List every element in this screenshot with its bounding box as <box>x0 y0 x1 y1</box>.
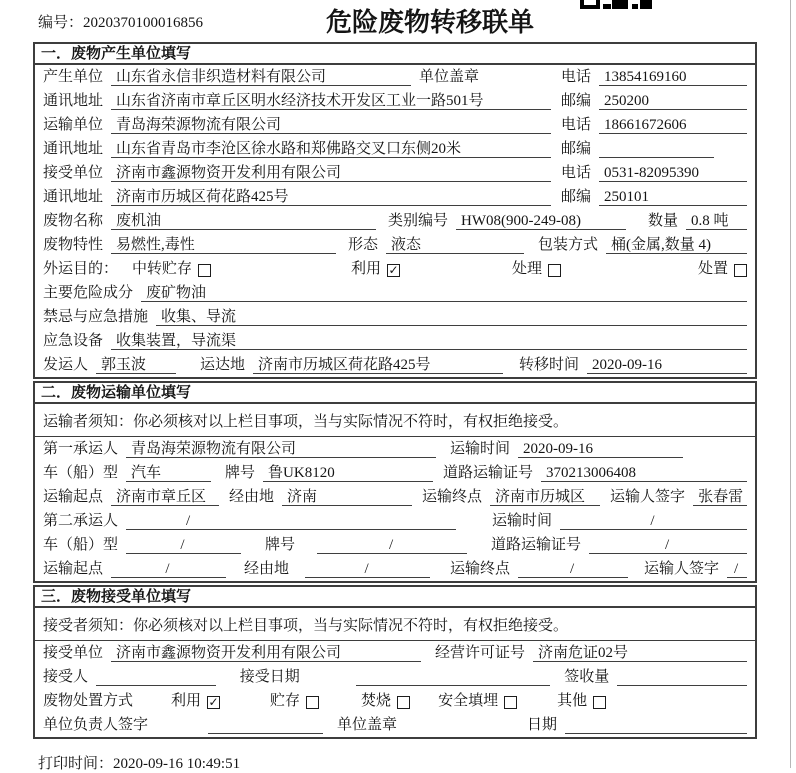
field-label: 通讯地址 <box>43 189 104 205</box>
field-value: / <box>317 537 467 554</box>
field-value: 液态 <box>386 237 524 254</box>
checkbox-group <box>361 693 410 710</box>
checkbox-unchecked <box>504 696 517 709</box>
field-label: 运达地 <box>200 357 246 373</box>
field-value: 张春雷 <box>693 489 747 506</box>
field-label: 运输时间 <box>492 513 553 529</box>
checkbox-label: 中转贮存 <box>132 261 193 277</box>
field-label: 道路运输证号 <box>491 537 582 553</box>
form-row <box>35 113 755 137</box>
field-value: 济南 <box>282 489 412 506</box>
field-label: 外运目的： <box>43 261 119 277</box>
form-row <box>35 281 755 305</box>
field-label: 通讯地址 <box>43 93 104 109</box>
field-label: 转移时间 <box>519 357 580 373</box>
checkbox-group <box>171 693 220 710</box>
page-title: 危险废物转移联单 <box>325 7 534 37</box>
form-row <box>35 557 755 581</box>
field-label: 废物名称 <box>43 213 104 229</box>
field-label: 电话 <box>561 69 592 85</box>
field-label: 运输人签字 <box>644 561 720 577</box>
field-label: 经由地 <box>229 489 275 505</box>
field-label: 单位负责人签字 <box>43 717 149 733</box>
field-value: 370213006408 <box>541 465 747 482</box>
field-value: 18661672606 <box>599 117 747 134</box>
field-value: 济南市鑫源物资开发利用有限公司 <box>111 645 421 662</box>
form-row <box>35 233 755 257</box>
field-value: / <box>126 537 241 554</box>
checkbox-group <box>132 261 211 278</box>
section-2 <box>33 381 757 583</box>
field-value: 0.8 吨 <box>686 213 747 230</box>
field-label: 形态 <box>348 237 379 253</box>
field-value: 汽车 <box>126 465 211 482</box>
checkbox-unchecked <box>593 696 606 709</box>
field-value: / <box>518 561 628 578</box>
field-value: / <box>560 513 747 530</box>
field-value: 废机油 <box>111 213 376 230</box>
checkbox-group <box>351 261 400 278</box>
form-row <box>35 713 755 737</box>
field-value <box>617 669 747 686</box>
field-value: / <box>305 561 430 578</box>
checkbox-group <box>698 261 747 278</box>
field-value: 0531-82095390 <box>599 165 747 182</box>
field-value: / <box>111 561 226 578</box>
form-row <box>35 665 755 689</box>
note-row <box>35 608 755 641</box>
field-value: 济南市历城区 <box>490 489 600 506</box>
field-label: 车（船）型 <box>43 537 119 553</box>
field-value: 济南市历城区荷花路425号 <box>253 357 503 374</box>
form-row <box>35 137 755 161</box>
checkbox-unchecked <box>548 264 561 277</box>
field-label: 运输单位 <box>43 117 104 133</box>
field-value: 济南危证02号 <box>533 645 747 662</box>
checkbox-unchecked <box>306 696 319 709</box>
field-label: 运输起点 <box>43 489 104 505</box>
field-value: 济南市历城区荷花路425号 <box>111 189 551 206</box>
field-label: 牌号 <box>225 465 256 481</box>
field-value: 收集装置，导流渠 <box>111 333 747 350</box>
form-row <box>35 509 755 533</box>
field-value: 青岛海荣源物流有限公司 <box>126 441 436 458</box>
field-value: 收集、导流 <box>156 309 747 326</box>
checkbox-label: 焚烧 <box>361 693 392 709</box>
field-label: 包装方式 <box>538 237 599 253</box>
field-label: 接受日期 <box>239 669 300 685</box>
form-row <box>35 641 755 665</box>
field-label: 主要危险成分 <box>43 285 134 301</box>
field-label: 通讯地址 <box>43 141 104 157</box>
form-row <box>35 353 755 377</box>
field-label: 邮编 <box>561 141 592 157</box>
checkbox-label: 处置 <box>697 261 728 277</box>
field-label: 签收量 <box>564 669 610 685</box>
field-label: 第一承运人 <box>43 441 119 457</box>
field-value <box>96 669 216 686</box>
field-label: 废物特性 <box>43 237 104 253</box>
field-value: 郭玉波 <box>96 357 176 374</box>
form-row <box>35 305 755 329</box>
field-label: 牌号 <box>265 537 296 553</box>
field-label: 电话 <box>561 165 592 181</box>
field-value: 250101 <box>599 189 747 206</box>
checkbox-unchecked <box>198 264 211 277</box>
form-row <box>35 689 755 713</box>
field-value <box>208 717 323 734</box>
field-value: 青岛海荣源物流有限公司 <box>111 117 551 134</box>
form-row <box>35 485 755 509</box>
section-header: 一．废物产生单位填写 <box>35 44 755 65</box>
field-label: 发运人 <box>43 357 89 373</box>
field-label: 车（船）型 <box>43 465 119 481</box>
field-label: 接受单位 <box>43 645 104 661</box>
field-value: 13854169160 <box>599 69 747 86</box>
field-label: 废物处置方式 <box>43 693 134 709</box>
checkbox-group <box>557 693 606 710</box>
field-label: 产生单位 <box>43 69 104 85</box>
field-label: 运输时间 <box>450 441 511 457</box>
checkbox-group <box>512 261 561 278</box>
form-row <box>35 461 755 485</box>
page-edge-line <box>790 0 791 768</box>
section-header: 三．废物接受单位填写 <box>35 587 755 608</box>
section-header: 二．废物运输单位填写 <box>35 383 755 404</box>
section-3 <box>33 585 757 739</box>
field-value: 易燃性,毒性 <box>111 237 336 254</box>
field-label: 经营许可证号 <box>435 645 526 661</box>
field-value: 废矿物油 <box>141 285 747 302</box>
form-row <box>35 65 755 89</box>
checkbox-label: 处理 <box>512 261 543 277</box>
form-row <box>35 89 755 113</box>
field-value: / <box>727 561 747 578</box>
field-value: 2020-09-16 <box>518 441 683 458</box>
checkbox-checked: ✓ <box>388 263 399 277</box>
checkbox-label: 贮存 <box>270 693 301 709</box>
static-text: 单位盖章 <box>337 717 398 733</box>
field-label: 接受单位 <box>43 165 104 181</box>
form-row <box>35 329 755 353</box>
field-value: 济南市章丘区 <box>111 489 219 506</box>
form-row <box>35 161 755 185</box>
note-row <box>35 404 755 437</box>
note-text: 接受者须知：你必须核对以上栏目事项，当与实际情况不符时，有权拒绝接受。 <box>43 617 569 634</box>
field-value: 山东省青岛市李沧区徐水路和郑佛路交叉口东侧20米 <box>111 141 551 158</box>
field-value: 桶(金属,数量 4) <box>606 237 747 254</box>
checkbox-label: 安全填埋 <box>438 693 499 709</box>
form-row <box>35 533 755 557</box>
static-text: 单位盖章 <box>419 69 480 85</box>
field-label: 第二承运人 <box>43 513 119 529</box>
field-value: 2020-09-16 <box>587 357 747 374</box>
field-label: 禁忌与应急措施 <box>43 309 149 325</box>
field-label: 经由地 <box>244 561 290 577</box>
field-value: HW08(900-249-08) <box>456 213 626 230</box>
form-number-value: 2020370100016856 <box>83 15 204 31</box>
field-label: 邮编 <box>561 93 592 109</box>
section-1 <box>33 42 757 379</box>
field-label: 接受人 <box>43 669 89 685</box>
form-row <box>35 209 755 233</box>
field-label: 电话 <box>561 117 592 133</box>
checkbox-group <box>270 693 319 710</box>
field-label: 运输人签字 <box>610 489 686 505</box>
field-value: / <box>126 513 456 530</box>
form-number-label: 编号： <box>38 15 84 31</box>
checkbox-label: 利用 <box>171 693 202 709</box>
field-value: 山东省济南市章丘区明水经济技术开发区工业一路501号 <box>111 93 551 110</box>
checkbox-group <box>438 693 517 710</box>
field-value: 济南市鑫源物资开发利用有限公司 <box>111 165 551 182</box>
field-label: 运输终点 <box>450 561 511 577</box>
field-value <box>565 717 747 734</box>
field-label: 运输起点 <box>43 561 104 577</box>
form-row <box>35 437 755 461</box>
form-row <box>35 185 755 209</box>
checkbox-label: 其他 <box>557 693 588 709</box>
print-time-label: 打印时间： <box>38 756 114 772</box>
field-value <box>599 141 714 158</box>
field-value <box>356 669 551 686</box>
note-text: 运输者须知：你必须核对以上栏目事项，当与实际情况不符时，有权拒绝接受。 <box>43 413 569 430</box>
form-sections <box>33 42 757 741</box>
checkbox-checked: ✓ <box>208 695 219 709</box>
field-value: 鲁UK8120 <box>263 465 433 482</box>
field-label: 日期 <box>527 717 558 733</box>
print-time-value: 2020-09-16 10:49:51 <box>113 756 241 772</box>
checkbox-unchecked <box>734 264 747 277</box>
field-label: 道路运输证号 <box>443 465 534 481</box>
checkbox-unchecked <box>397 696 410 709</box>
field-value: 山东省永信非织造材料有限公司 <box>111 69 411 86</box>
field-label: 应急设备 <box>43 333 104 349</box>
field-label: 类别编号 <box>388 213 449 229</box>
checkbox-label: 利用 <box>351 261 382 277</box>
print-time <box>38 752 240 773</box>
field-value: 250200 <box>599 93 747 110</box>
field-value: / <box>589 537 747 554</box>
field-label: 邮编 <box>561 189 592 205</box>
field-label: 运输终点 <box>422 489 483 505</box>
field-label: 数量 <box>648 213 679 229</box>
form-row <box>35 257 755 281</box>
